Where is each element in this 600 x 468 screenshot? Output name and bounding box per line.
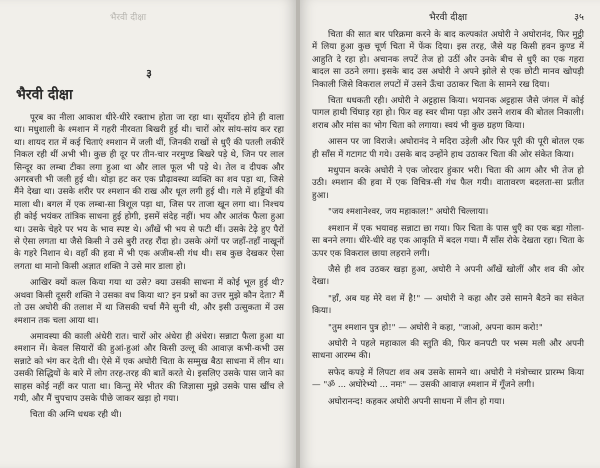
right-paragraph-12: अघोरानन्द! कहकर अघोरी अपनी साधना में लीन हो गया।: [328, 396, 505, 407]
left-paragraph-2: आखिर क्यों कत्ल किया गया था उसे? क्या उसकी साधना में कोई भूल हुई थी? अथवा किसी दूसरी शक्ति ने उसका वध किया था? इन प्रश्नों का उत्तर मुझे कौन देता? मैं तो उस अघोरी की तलाश में था जिसकी चर्चा मैंने सुनी थी, और इसी उत्सुकता में उस श्मशान तक चला आया था।: [14, 278, 284, 326]
chapter-number: ३: [146, 67, 152, 80]
right-paragraph-9: "तुम श्मशान पुत्र हो!" — अघोरी ने कहा, "जाओ, अपना काम करो!": [328, 322, 543, 333]
chapter-title: भैरवी दीक्षा: [16, 87, 73, 103]
right-page: [300, 0, 600, 468]
left-page: [0, 0, 296, 468]
right-paragraph-2: चिता धधकती रही। अघोरी ने अट्टहास किया। भयानक अट्टहास जैसे जंगल में कोई पागल हाथी चिंघाड़ रहा हो। फिर वह स्वर धीमा पड़ा और उसने शराब की बोतल निकाली। शराब और मांस का भोग चिता को लगाया। स्वयं भी कुछ ग्रहण किया।: [312, 96, 584, 131]
right-paragraph-1: चिता की सात बार परिक्रमा करने के बाद कल्पकांत अघोरी ने अघोरानंद, फिर मुट्ठी में लिया हुआ कुछ चूर्ण चिता में फेंक दिया। इस तरह, जैसे यह किसी हवन कुण्ड में आहुति दे रहा हो। अचानक लपटें तेज हो उठीं और उनके बीच से धुएँ का एक गहरा बादल सा उठने लगा। इसके बाद उस अघोरी ने अपने झोले से एक छोटी मानव खोपड़ी निकाली जिसे विकराल लपटों में उसने ऊँचा उठाकर चिता के सामने रख दिया।: [312, 30, 584, 90]
page-number: ३५: [574, 12, 584, 23]
left-running-header: भैरवी दीक्षा: [110, 13, 147, 23]
left-paragraph-1: पूरब का नीला आकाश धीरे-धीरे रक्ताभ होता जा रहा था। सूर्योदय होने ही वाला था। मधुशाली के श्मशान में गहरी नीरवता बिखरी हुई थी। चारों ओर सांय-सांय कर रहा था। शायद रात में कई चिताएं श्मशान में जली थीं, जिनकी राखों से धुएँ की पतली लकीरें निकल रही थीं अभी भी। कुछ ही दूर पर तीन-चार नरमुण्ड बिखरे पड़े थे, जिन पर लाल सिन्दूर का लम्बा टीका लगा हुआ था और लाल फूल भी पड़े थे। तेल व दीपक और अगरबत्ती भी जली हुई थी। थोड़ा हट कर एक प्रौढ़ावस्था व्यक्ति का शव पड़ा था, जिसे मैंने देखा था। उसके शरीर पर श्मशान की राख और धूल लगी हुई थी। गले में हड्डियों की माला थी। बगल में एक लम्बा-सा त्रिशूल पड़ा था, जिस पर ताजा खून लगा था। निश्चय ही कोई भयंकर तांत्रिक साधना हुई होगी, इसमें संदेह नहीं। भय और आतंक फैला हुआ था। उसके चेहरे पर भय के भाव स्पष्ट थे। आँखें भी भय से फटी थीं। उसके टेढ़े हुए पैरों से ऐसा लगता था जैसे किसी ने उसे बुरी तरह रौंदा हो। उसके अंगों पर जहाँ-तहाँ नाखूनों के गहरे निशान थे। वहाँ की हवा में भी एक अजीब-सी गंध थी। सब कुछ देखकर ऐसा लगता था मानो किसी अज्ञात शक्ति ने उसे मार डाला हो।: [14, 113, 284, 272]
right-paragraph-6: श्मशान में एक भयावह सन्नाटा छा गया। फिर चिता के पास धुएँ का एक बड़ा गोला-सा बनने लगा। धीरे-धीरे वह एक आकृति में बदल गया। मैं साँस रोके देखता रहा। चिता के ऊपर एक विकराल छाया लहराने लगी।: [312, 223, 584, 259]
right-paragraph-7: जैसे ही शव उठकर खड़ा हुआ, अघोरी ने अपनी आँखें खोलीं और शव की ओर देखा।: [312, 264, 584, 288]
running-title: [312, 10, 584, 23]
left-paragraph-4: चिता की अग्नि धधक रही थी।: [30, 410, 122, 421]
right-paragraph-4: मधुपान करके अघोरी ने एक जोरदार हुंकार भरी। चिता की आग और भी तेज हो उठी। श्मशान की हवा में एक विचित्र-सी गंध फैल गयी। वातावरण बदलता-सा प्रतीत हुआ।: [312, 166, 584, 201]
right-paragraph-8: "हाँ, अब यह मेरे वश में है!" — अघोरी ने कहा और उसे सामने बैठने का संकेत किया।: [312, 293, 584, 317]
right-paragraph-3: आसन पर जा विराजे। अघोरानंद ने मदिरा उड़ेली और फिर पूरी की पूरी बोतल एक ही साँस में गटागट पी गये। उसके बाद उन्होंने हाथ उठाकर चिता की ओर संकेत किया।: [312, 137, 584, 160]
running-title-text: भैरवी दीक्षा: [428, 12, 468, 23]
left-paragraph-3: अमावस्या की काली अंधेरी रात। चारों ओर अंधेरा ही अंधेरा। सन्नाटा फैला हुआ था श्मशान में। केवल सियारों की हुआं-हुआं और किसी उल्लू की आवाज़ कभी-कभी उस सन्नाटे को भंग कर देती थी। ऐसे में एक अघोरी चिता के सम्मुख बैठा साधना में लीन था। उसकी सिद्धियों के बारे में लोग तरह-तरह की बातें करते थे। इसलिए उसके पास जाने का साहस कोई नहीं कर पाता था। किन्तु मेरे भीतर की जिज्ञासा मुझे उसके पास खींच ले गयी, और मैं चुपचाप उसके पीछे जाकर खड़ा हो गया।: [14, 331, 284, 404]
right-paragraph-11: सफेद कपड़े में लिपटा शव अब उसके सामने था। अघोरी ने मंत्रोच्चार प्रारम्भ किया — "ॐ ... अघोरेभ्यो ... नमः" — उसकी आवाज़ श्मशान में गूँजने लगी।: [312, 367, 584, 391]
right-paragraph-10: अघोरी ने पहले महाकाल की स्तुति की, फिर कनपटी पर भस्म मली और अपनी साधना आरम्भ की।: [312, 338, 584, 362]
right-paragraph-5: "जय श्मशानेश्वर, जय महाकाल!" अघोरी चिल्लाया।: [328, 207, 489, 218]
